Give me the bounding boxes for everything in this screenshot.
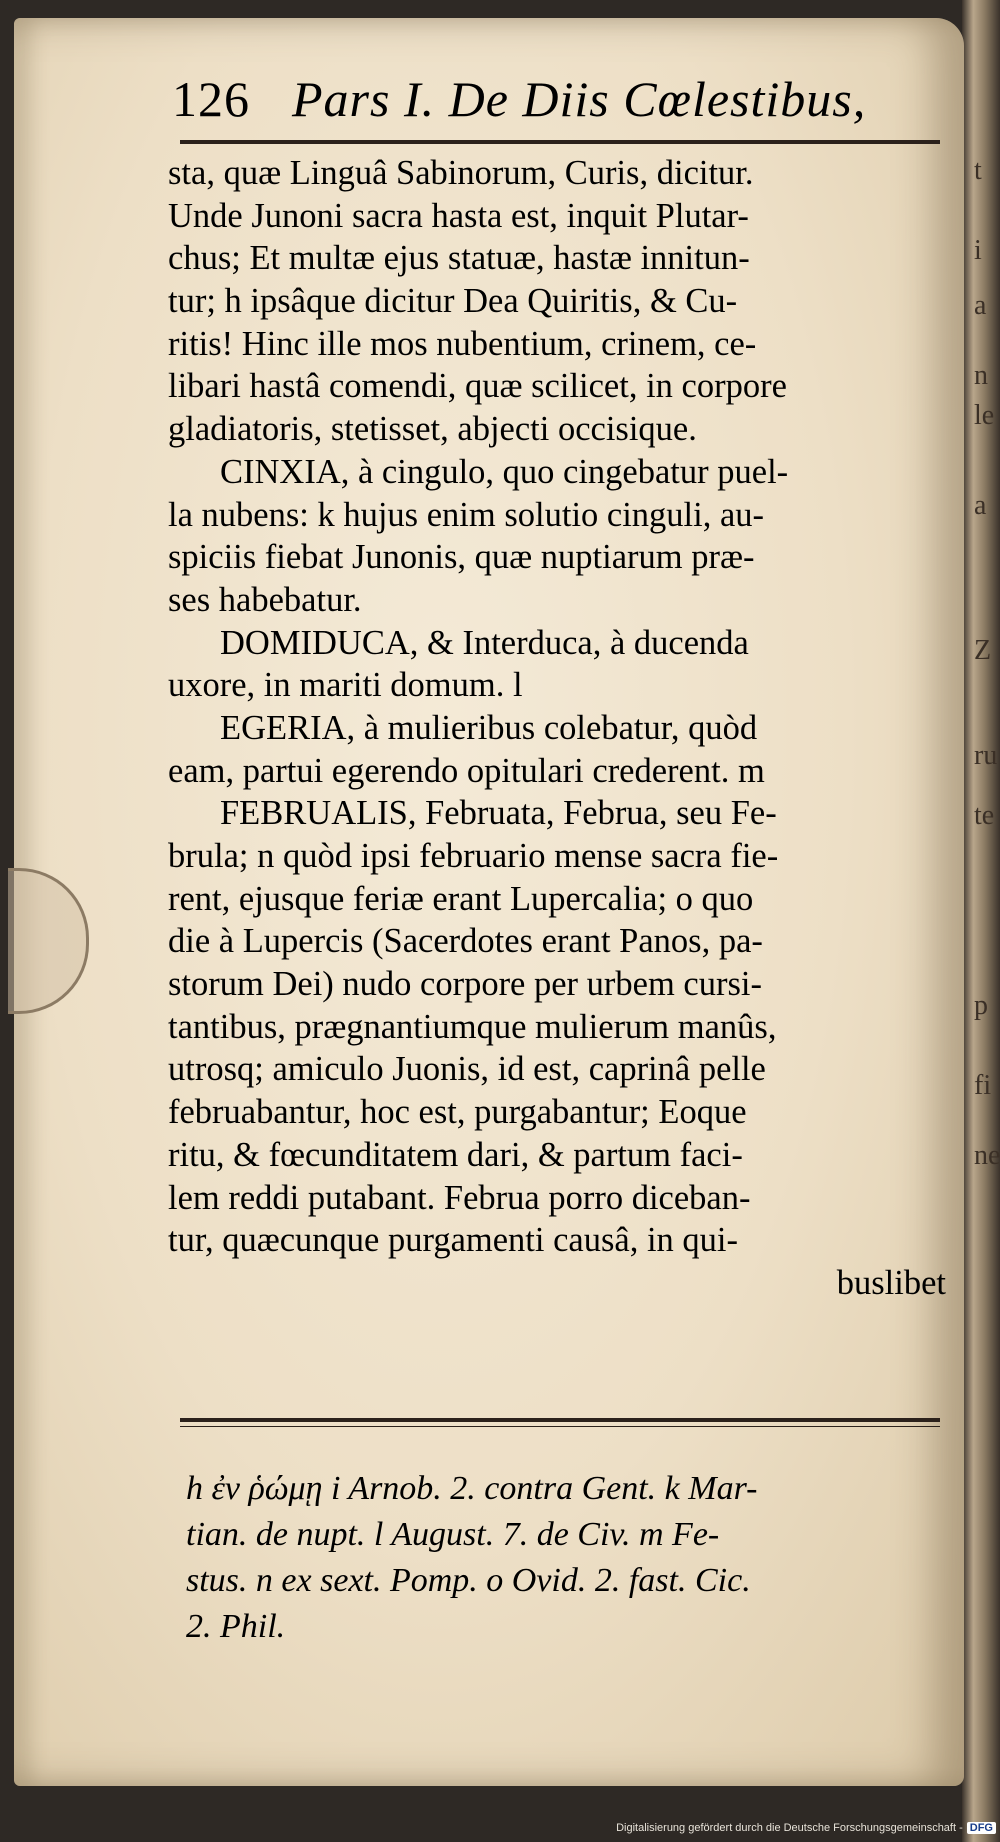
text-line: la nubens: k hujus enim solutio cinguli, au-	[168, 495, 765, 534]
text-line: spiciis fiebat Junonis, quæ nuptiarum præ-	[168, 538, 755, 577]
fragment: Z	[974, 635, 992, 666]
text-line: februabantur, hoc est, purgabantur; Eoque	[168, 1093, 747, 1132]
footnote-line: stus. n ex sext. Pomp. o Ovid. 2. fast. Cic.	[186, 1562, 751, 1599]
text-line: ritis! Hinc ille mos nubentium, crinem, ce-	[168, 324, 757, 363]
text-line: utrosq; amiculo Juonis, id est, caprinâ pelle	[168, 1050, 766, 1089]
text-line: ritu, & fœcunditatem dari, & partum faci-	[168, 1135, 743, 1174]
text-line: lem reddi putabant. Februa porro diceban-	[168, 1178, 751, 1217]
text-line: FEBRUALIS, Februata, Februa, seu Fe-	[220, 794, 777, 833]
text-line: uxore, in mariti domum. l	[168, 666, 523, 705]
page-clip-mark	[8, 868, 89, 1014]
text-line: tantibus, prægnantiumque mulierum manûs,	[168, 1007, 777, 1046]
fragment: ne	[974, 1140, 1000, 1171]
digitization-credit	[606, 1822, 996, 1840]
fragment: te	[974, 800, 995, 831]
dfg-logo: DFG	[967, 1822, 996, 1834]
text-line: sta, quæ Linguâ Sabinorum, Curis, dicitur.	[168, 154, 754, 192]
page-number: 126	[172, 71, 250, 127]
footnotes	[186, 1466, 946, 1650]
text-line: brula; n quòd ipsi februario mense sacra fie-	[168, 837, 779, 875]
credit-text: Digitalisierung gefördert durch die Deutsche Forschungsgemeinschaft -	[616, 1822, 963, 1834]
fragment: t	[974, 155, 982, 186]
fragment: le	[974, 400, 995, 431]
text-line: Unde Junoni sacra hasta est, inquit Plutar-	[168, 196, 749, 235]
text-line: die à Lupercis (Sacerdotes erant Panos, pa-	[168, 922, 763, 961]
header-rule	[180, 140, 940, 144]
fragment: p	[974, 990, 988, 1021]
fragment: ru	[974, 740, 998, 771]
footnote-line: tian. de nupt. l August. 7. de Civ. m Fe-	[186, 1516, 720, 1553]
text-line: gladiatoris, stetisset, abjecti occisique.	[168, 410, 697, 449]
text-line: rent, ejusque feriæ erant Lupercalia; o quo	[168, 879, 754, 918]
text-line: chus; Et multæ ejus statuæ, hastæ innitun-	[168, 239, 750, 278]
text-line: eam, partui egerendo opitulari crederent. m	[168, 751, 765, 790]
fragment: a	[974, 290, 987, 321]
adjacent-page-fragments	[970, 0, 1000, 1842]
text-line: CINXIA, à cingulo, quo cingebatur puel-	[220, 452, 789, 491]
text-line: tur; h ipsâque dicitur Dea Quiritis, & Cu-	[168, 282, 738, 321]
footnote-line: 2. Phil.	[186, 1608, 286, 1645]
catchword: buslibet	[836, 1263, 946, 1302]
text-line: DOMIDUCA, & Interduca, à ducenda	[220, 623, 749, 662]
fragment: n	[974, 360, 988, 391]
fragment: a	[974, 490, 987, 521]
text-line: ses habebatur.	[168, 580, 362, 619]
text-line: EGERIA, à mulieribus colebatur, quòd	[220, 708, 758, 747]
body-text	[168, 152, 946, 1305]
fragment: fi	[974, 1070, 992, 1101]
footnote-rule-thin	[180, 1426, 940, 1427]
footnote-rule	[180, 1418, 940, 1422]
text-line: libari hastâ comendi, quæ scilicet, in corpore	[168, 367, 787, 406]
text-line: tur, quæcunque purgamenti causâ, in qui-	[168, 1221, 738, 1260]
text-line: storum Dei) nudo corpore per urbem cursi-	[168, 965, 762, 1004]
running-head	[172, 70, 872, 140]
running-title: Pars I. De Diis Cœlestibus,	[292, 71, 867, 127]
fragment: i	[974, 235, 982, 266]
footnote-line: h ἐν ῥώμῃ i Arnob. 2. contra Gent. k Mar-	[186, 1470, 758, 1507]
